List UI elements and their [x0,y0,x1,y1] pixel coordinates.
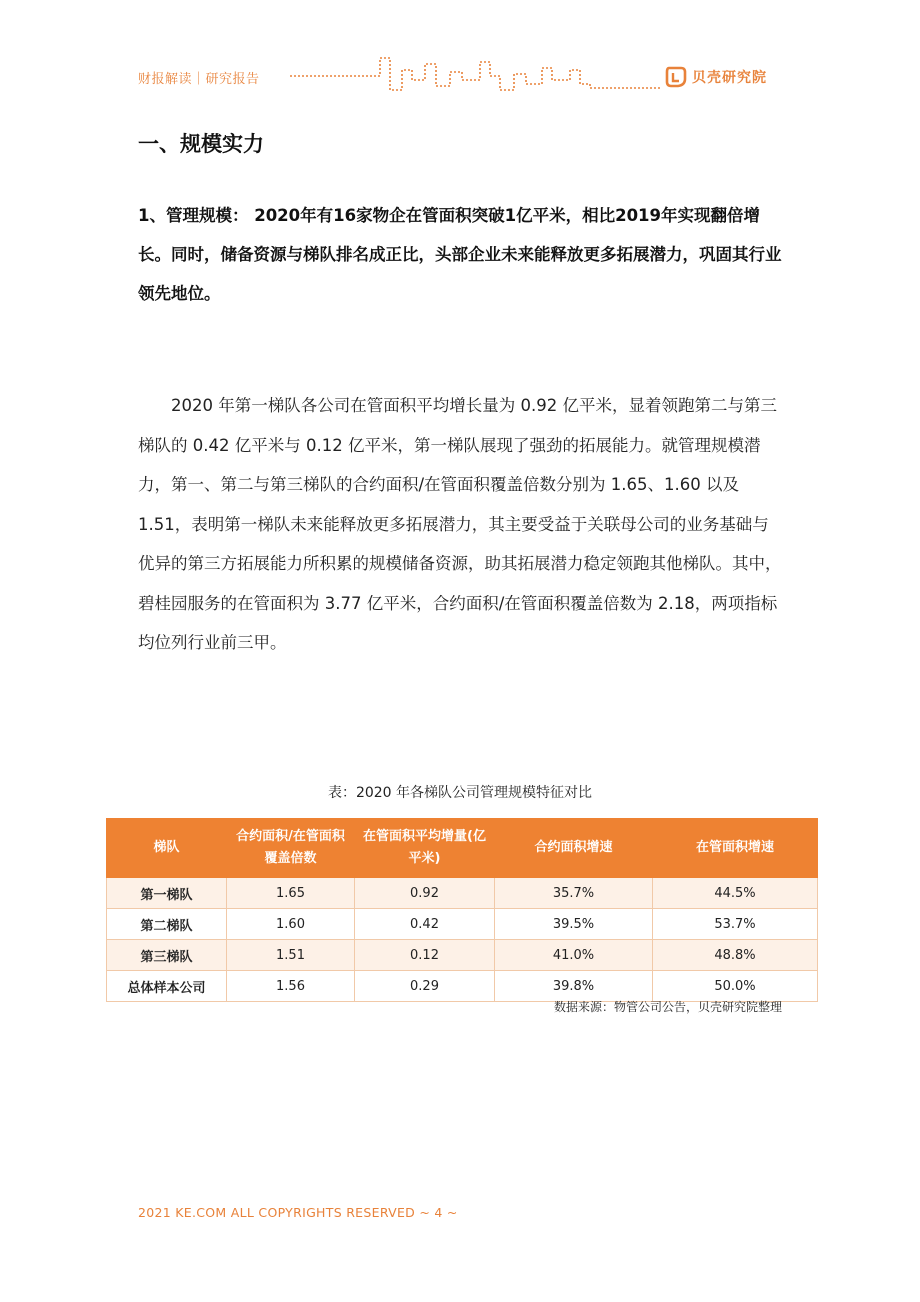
header-managed-growth: 在管面积增速 [653,819,818,878]
table-row [107,878,818,909]
table-cell: 1.65 [227,878,355,909]
brand-logo [664,66,767,88]
header-report-label: 财报解读｜研究报告 [138,72,260,87]
table-cell: 41.0% [495,940,653,971]
skyline-decoration [290,50,660,96]
table-cell: 50.0% [653,971,818,1002]
header-avg-increment: 在管面积平均增量(亿平米) [355,819,495,878]
body-paragraph: 2020 年第一梯队各公司在管面积平均增长量为 0.92 亿平米，显着领跑第二与第三梯队的 0.42 亿平米与 0.12 亿平米，第一梯队展现了强劲的拓展能力。就管理规模潜力，第一、第二与第三梯队的合约面积/在管面积覆盖倍数分别为 1.65、1.60 以及 1.51，表明第一梯队未来能释放更多拓展潜力，其主要受益于关联母公司的业务基础与优异的第三方拓展能力所积累的规模储备资源，助其拓展潜力稳定领跑其他梯队。其中，碧桂园服务的在管面积为 3.77 亿平米，合约面积/在管面积覆盖倍数为 2.18，两项指标均位列行业前三甲。 [138,396,782,652]
logo-text: 贝壳研究院 [692,70,767,86]
table-cell: 第二梯队 [107,909,227,940]
table-cell: 1.56 [227,971,355,1002]
ke-logo-icon [664,66,688,88]
section-title: 一、规模实力 [138,132,264,156]
table-cell: 第三梯队 [107,940,227,971]
table-header-row [107,819,818,878]
table-cell: 总体样本公司 [107,971,227,1002]
header-coverage-multiple: 合约面积/在管面积覆盖倍数 [227,819,355,878]
lead-paragraph: 1、管理规模： 2020年有16家物企在管面积突破1亿平米，相比2019年实现翻倍增长。同时，储备资源与梯队排名成正比，头部企业未来能释放更多拓展潜力，巩固其行业领先地位。 [138,206,782,303]
tier-comparison-table [106,818,818,1002]
header-contract-growth: 合约面积增速 [495,819,653,878]
table-cell: 0.12 [355,940,495,971]
table-cell: 0.92 [355,878,495,909]
data-source-note: 数据来源：物管公司公告，贝壳研究院整理 [553,1000,782,1014]
table-cell: 1.51 [227,940,355,971]
table-cell: 35.7% [495,878,653,909]
table-caption: 表：2020 年各梯队公司管理规模特征对比 [327,785,593,801]
table-cell: 48.8% [653,940,818,971]
table-row [107,940,818,971]
page-footer: 2021 KE.COM ALL COPYRIGHTS RESERVED ~ 4 ~ [138,1205,458,1220]
table-cell: 44.5% [653,878,818,909]
table-cell: 39.5% [495,909,653,940]
header-tier: 梯队 [107,819,227,878]
table-row [107,909,818,940]
table-cell: 1.60 [227,909,355,940]
table-cell: 第一梯队 [107,878,227,909]
table-row [107,971,818,1002]
table-cell: 39.8% [495,971,653,1002]
table-cell: 53.7% [653,909,818,940]
table-cell: 0.29 [355,971,495,1002]
table-cell: 0.42 [355,909,495,940]
